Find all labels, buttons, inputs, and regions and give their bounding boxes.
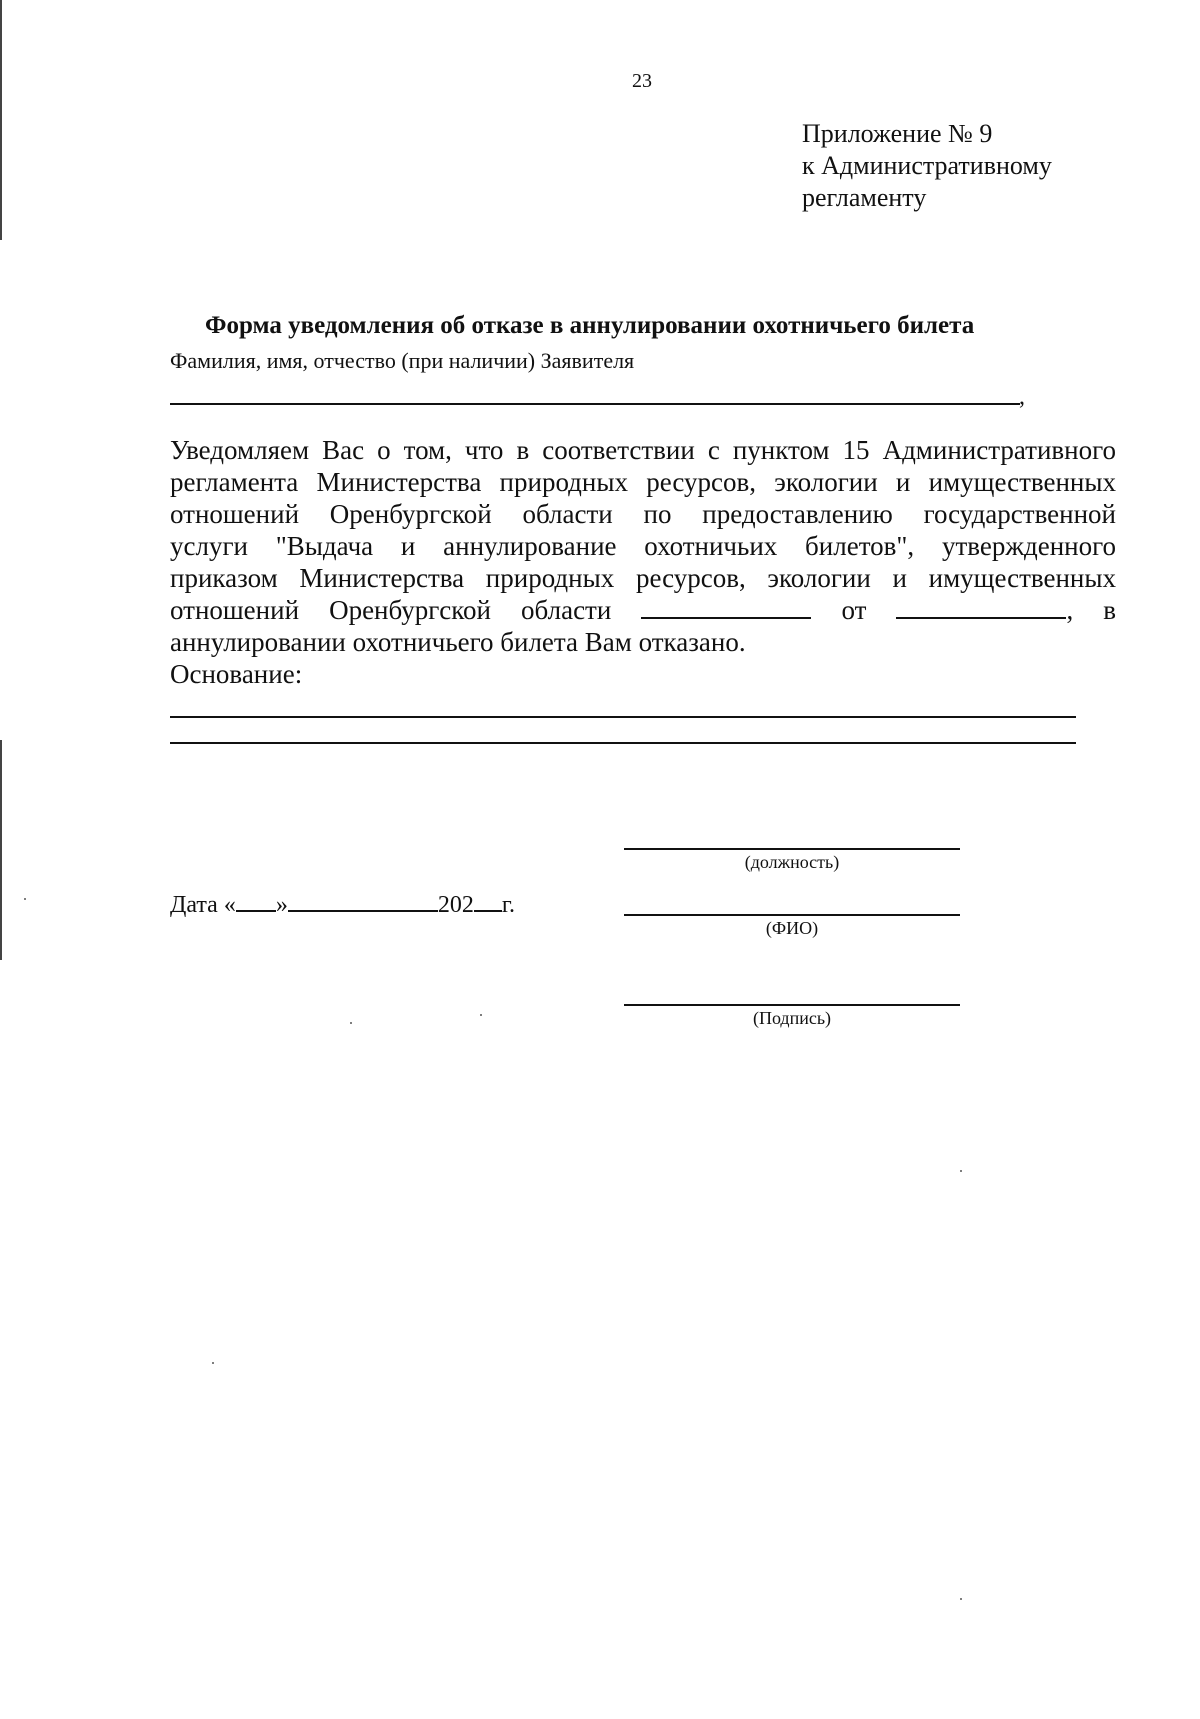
body-word: в — [1103, 595, 1117, 625]
position-label: (должность) — [744, 852, 840, 872]
scan-edge — [0, 0, 2, 240]
form-title: Форма уведомления об отказе в аннулировании охотничьего билета — [205, 312, 975, 339]
body-word: от — [841, 595, 867, 625]
body-comma: , — [1066, 595, 1074, 625]
applicant-comma: , — [1019, 384, 1025, 410]
scan-speck — [24, 898, 26, 900]
scan-speck — [212, 1362, 214, 1364]
body-word: Оренбургской — [329, 595, 491, 625]
body-line: услуги "Выдача и аннулирование охотничьих билетов", утвержденного — [170, 531, 1116, 561]
name-line — [624, 914, 960, 916]
scan-speck — [960, 1170, 962, 1172]
date-suffix: г. — [501, 892, 515, 918]
basis-line — [170, 742, 1076, 744]
body-word: области — [521, 595, 612, 625]
order-number-blank — [641, 595, 811, 619]
scan-edge — [0, 740, 2, 960]
scan-speck — [480, 1014, 482, 1016]
basis-line — [170, 716, 1076, 718]
appendix-line: к Административному — [802, 151, 1052, 180]
body-line: отношений Оренбургской области по предоставлению государственной — [170, 499, 1116, 529]
body-line: регламента Министерства природных ресурсов, экологии и имущественных — [170, 467, 1116, 497]
appendix-line: Приложение № 9 — [802, 119, 993, 148]
name-label: (ФИО) — [765, 918, 819, 938]
applicant-label: Фамилия, имя, отчество (при наличии) Заявителя — [170, 348, 635, 373]
signature-label: (Подпись) — [752, 1008, 832, 1028]
basis-label: Основание: — [170, 659, 303, 689]
scan-speck — [350, 1022, 352, 1024]
body-line: приказом Министерства природных ресурсов, экологии и имущественных — [170, 563, 1116, 593]
date-field — [170, 892, 515, 919]
date-prefix: Дата « — [170, 892, 236, 918]
date-mid: » — [275, 892, 288, 918]
appendix-reference — [802, 118, 1052, 214]
body-line-order — [170, 594, 1116, 626]
body-line: Уведомляем Вас о том, что в соответствии с пунктом 15 Административного — [170, 435, 1116, 465]
body-word: отношений — [170, 595, 300, 625]
date-year: 202 — [437, 892, 474, 918]
day-blank — [236, 892, 276, 912]
year-blank — [474, 892, 502, 912]
appendix-line: регламенту — [802, 183, 927, 212]
page-number: 23 — [632, 70, 652, 92]
position-line — [624, 848, 960, 850]
month-blank — [288, 892, 438, 912]
order-date-blank — [896, 595, 1066, 619]
applicant-name-line — [170, 403, 1020, 405]
signature-line — [624, 1004, 960, 1006]
body-line: аннулировании охотничьего билета Вам отказано. — [170, 627, 746, 657]
notice-body — [170, 434, 1116, 690]
scan-speck — [960, 1598, 962, 1600]
